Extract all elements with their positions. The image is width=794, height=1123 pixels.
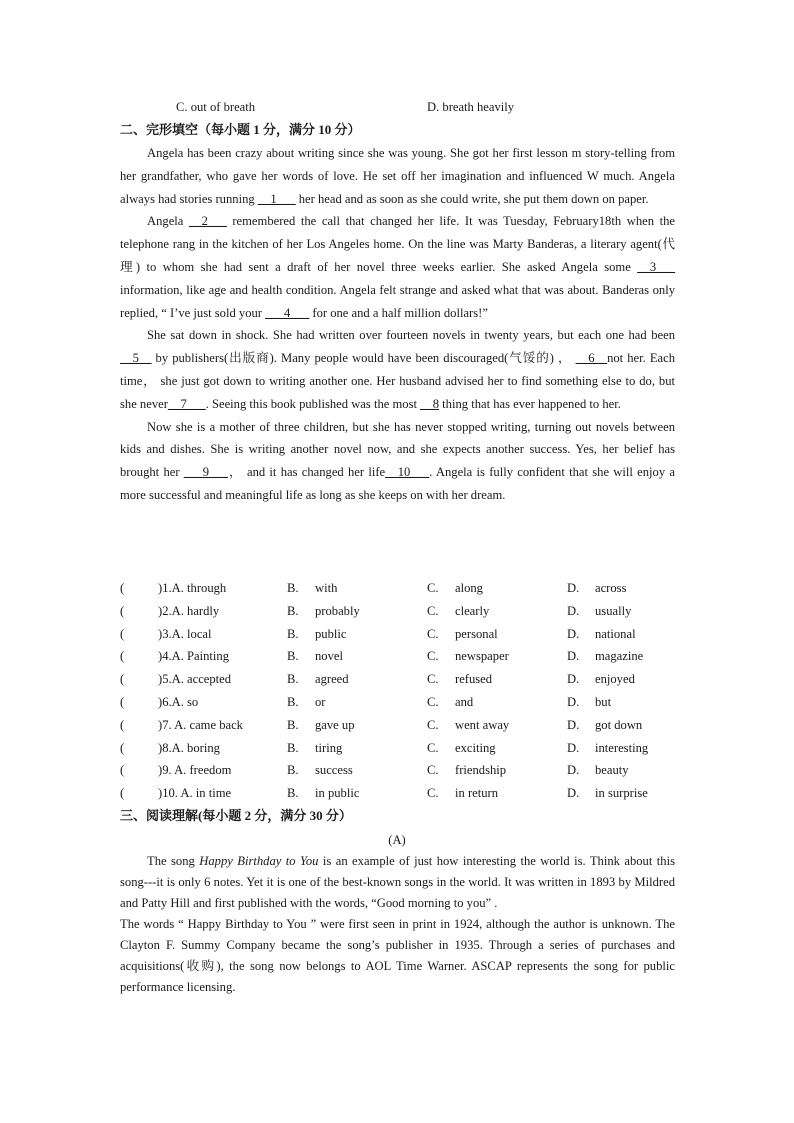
question-d-letter: D. (567, 672, 580, 687)
question-c-letter: C. (427, 763, 439, 778)
question-d: interesting (595, 740, 649, 755)
question-row (120, 600, 680, 623)
question-b-letter: B. (287, 763, 299, 778)
question-paren: ( (120, 672, 125, 687)
question-d: national (595, 626, 636, 641)
question-b: agreed (315, 672, 349, 687)
question-c: clearly (455, 603, 490, 618)
question-paren: ( (120, 695, 125, 709)
question-b-letter: B. (287, 740, 299, 755)
question-c-letter: C. (427, 626, 439, 641)
option-c: C. out of breath (176, 100, 256, 114)
question-b-letter: B. (287, 626, 299, 641)
song-title: Happy Birthday to You (199, 854, 319, 868)
section-2-heading: 二、完形填空（每小题 1 分，满分 10 分） (120, 122, 361, 137)
question-row (120, 782, 680, 805)
question-c: refused (455, 672, 493, 687)
question-num: )5.A. accepted (158, 672, 232, 687)
section-3-heading: 三、阅读理解(每小题 2 分，满分 30 分） (120, 808, 352, 823)
question-b: in public (315, 786, 360, 801)
question-d: across (595, 581, 627, 595)
question-d-letter: D. (567, 581, 580, 595)
question-paren: ( (120, 649, 125, 664)
cloze-paragraph-1: Angela has been crazy about writing since she was young. She got her first lesson m story-telling from her grandfather, who gave her words of love. He set off her imagination and influenced W much. Angela always had stories running __1___ her head and as soon as she could write, she put them down on paper. (120, 146, 675, 206)
question-paren: ( (120, 740, 125, 755)
question-paren: ( (120, 626, 125, 641)
passage-label: (A) (388, 833, 406, 847)
question-d: but (595, 695, 612, 709)
question-c: exciting (455, 740, 496, 755)
blank-4: ___4___ (265, 305, 310, 320)
option-d: D. breath heavily (427, 100, 515, 114)
question-c: newspaper (455, 649, 509, 664)
question-b: gave up (315, 717, 355, 732)
blank-9: ___9___ (183, 465, 228, 480)
question-num: )4.A. Painting (158, 649, 230, 664)
question-num: )9. A. freedom (158, 763, 232, 778)
question-paren: ( (120, 581, 125, 595)
question-num: )8.A. boring (158, 740, 220, 755)
cloze-paragraph-3: She sat down in shock. She had written over fourteen novels in twenty years, but each one had been __5__ by publishers(出版商). Many people would have been discouraged(气馁的) ， __6__not her. Each time， she just got down to writing another one. Her husband advised her to find something else to do, but she never__7___. Seeing this book published was the most __8 thing that has ever happened to her. (120, 328, 675, 411)
question-d: in surprise (595, 786, 648, 801)
question-num: )3.A. local (158, 626, 212, 641)
question-row (120, 623, 680, 646)
question-c-letter: C. (427, 786, 439, 801)
blank-3: __3___ (637, 259, 675, 274)
question-c-letter: C. (427, 717, 439, 732)
question-b: success (315, 763, 353, 778)
question-b-letter: B. (287, 672, 299, 687)
question-row (120, 714, 680, 737)
question-c: friendship (455, 763, 507, 778)
question-row (120, 668, 680, 691)
question-paren: ( (120, 786, 125, 801)
reading-paragraph-2: The words “ Happy Birthday to You ” were first seen in print in 1924, although the author is unknown. The Clayton F. Summy Company became the song’s publisher in 1935. Through a series of purchases and acquisitions(收购), the song now belongs to AOL Time Warner. ASCAP represents the song for public performance licensing. (120, 917, 675, 994)
blank-1: __1___ (257, 191, 296, 206)
question-c: in return (455, 786, 499, 801)
question-num: )1.A. through (158, 581, 227, 595)
question-b-letter: B. (287, 649, 299, 664)
question-d: usually (595, 603, 632, 618)
blank-6: __6__ (575, 351, 608, 366)
question-d-letter: D. (567, 763, 580, 778)
question-b: probably (315, 603, 360, 618)
question-c-letter: C. (427, 603, 439, 618)
question-row (120, 759, 680, 782)
question-d-letter: D. (567, 717, 580, 732)
question-paren: ( (120, 763, 125, 778)
question-c-letter: C. (427, 695, 439, 709)
blank-10: __10___ (385, 465, 430, 480)
question-c: along (455, 581, 483, 595)
question-num: )2.A. hardly (158, 603, 220, 618)
question-d-letter: D. (567, 740, 580, 755)
question-b: novel (315, 649, 343, 664)
question-row (120, 645, 680, 668)
question-b: with (315, 581, 338, 595)
question-c-letter: C. (427, 649, 439, 664)
question-d: enjoyed (595, 672, 635, 687)
question-paren: ( (120, 603, 125, 618)
blank-2: __2___ (188, 214, 227, 229)
question-row (120, 691, 680, 714)
question-c-letter: C. (427, 740, 439, 755)
question-d-letter: D. (567, 649, 580, 664)
cloze-paragraph-4: Now she is a mother of three children, but she has never stopped writing, turning out novels between kids and dishes. She is writing another novel now, and she expects another success. Yes, her belief has brought her ___9___， and it has changed her life__10___. Angela is fully confident that she will enjoy a more successful and meaningful life as long as she keeps on with her dream. (120, 419, 675, 502)
question-d: got down (595, 717, 643, 732)
reading-passage-a (120, 851, 675, 998)
question-b-letter: B. (287, 695, 299, 709)
question-b-letter: B. (287, 786, 299, 801)
question-c-letter: C. (427, 672, 439, 687)
question-c: and (455, 695, 474, 709)
question-c: personal (455, 626, 498, 641)
question-c-letter: C. (427, 581, 439, 595)
question-d-letter: D. (567, 626, 580, 641)
question-c: went away (455, 717, 510, 732)
blank-7: __7___ (167, 396, 206, 411)
question-b: tiring (315, 740, 343, 755)
blank-8: __8 (420, 396, 440, 411)
question-b-letter: B. (287, 717, 299, 732)
question-paren: ( (120, 717, 125, 732)
question-d: beauty (595, 763, 629, 778)
question-d-letter: D. (567, 603, 580, 618)
question-d-letter: D. (567, 786, 580, 801)
question-row (120, 577, 680, 600)
question-row (120, 737, 680, 760)
question-num: )10. A. in time (158, 786, 232, 801)
cloze-passage (120, 142, 675, 507)
question-num: )7. A. came back (158, 717, 243, 732)
question-b: public (315, 626, 347, 641)
reading-paragraph-1: The song Happy Birthday to You is an example of just how interesting the world is. Think about this song---it is only 6 notes. Yet it is one of the best-known songs in the world. It was written in 1893 by Mildred and Patty Hill and first published with the words, “Good morning to you” . (120, 854, 675, 910)
question-b-letter: B. (287, 581, 299, 595)
question-num: )6.A. so (158, 695, 199, 709)
blank-5: __5__ (120, 351, 152, 366)
question-b: or (315, 695, 326, 709)
question-d: magazine (595, 649, 644, 664)
question-d-letter: D. (567, 695, 580, 709)
question-b-letter: B. (287, 603, 299, 618)
cloze-paragraph-2: Angela __2___ remembered the call that changed her life. It was Tuesday, February18th when the telephone rang in the kitchen of her Los Angeles home. On the line was Marty Banderas, a literary agent(代理) to whom she had sent a draft of her novel three weeks earlier. She asked Angela some __3___ information, like age and health condition. Angela felt strange and asked what that was about. Banderas only replied, “ I’ve just sold your ___4___ for one and a half million dollars!” (120, 214, 675, 320)
